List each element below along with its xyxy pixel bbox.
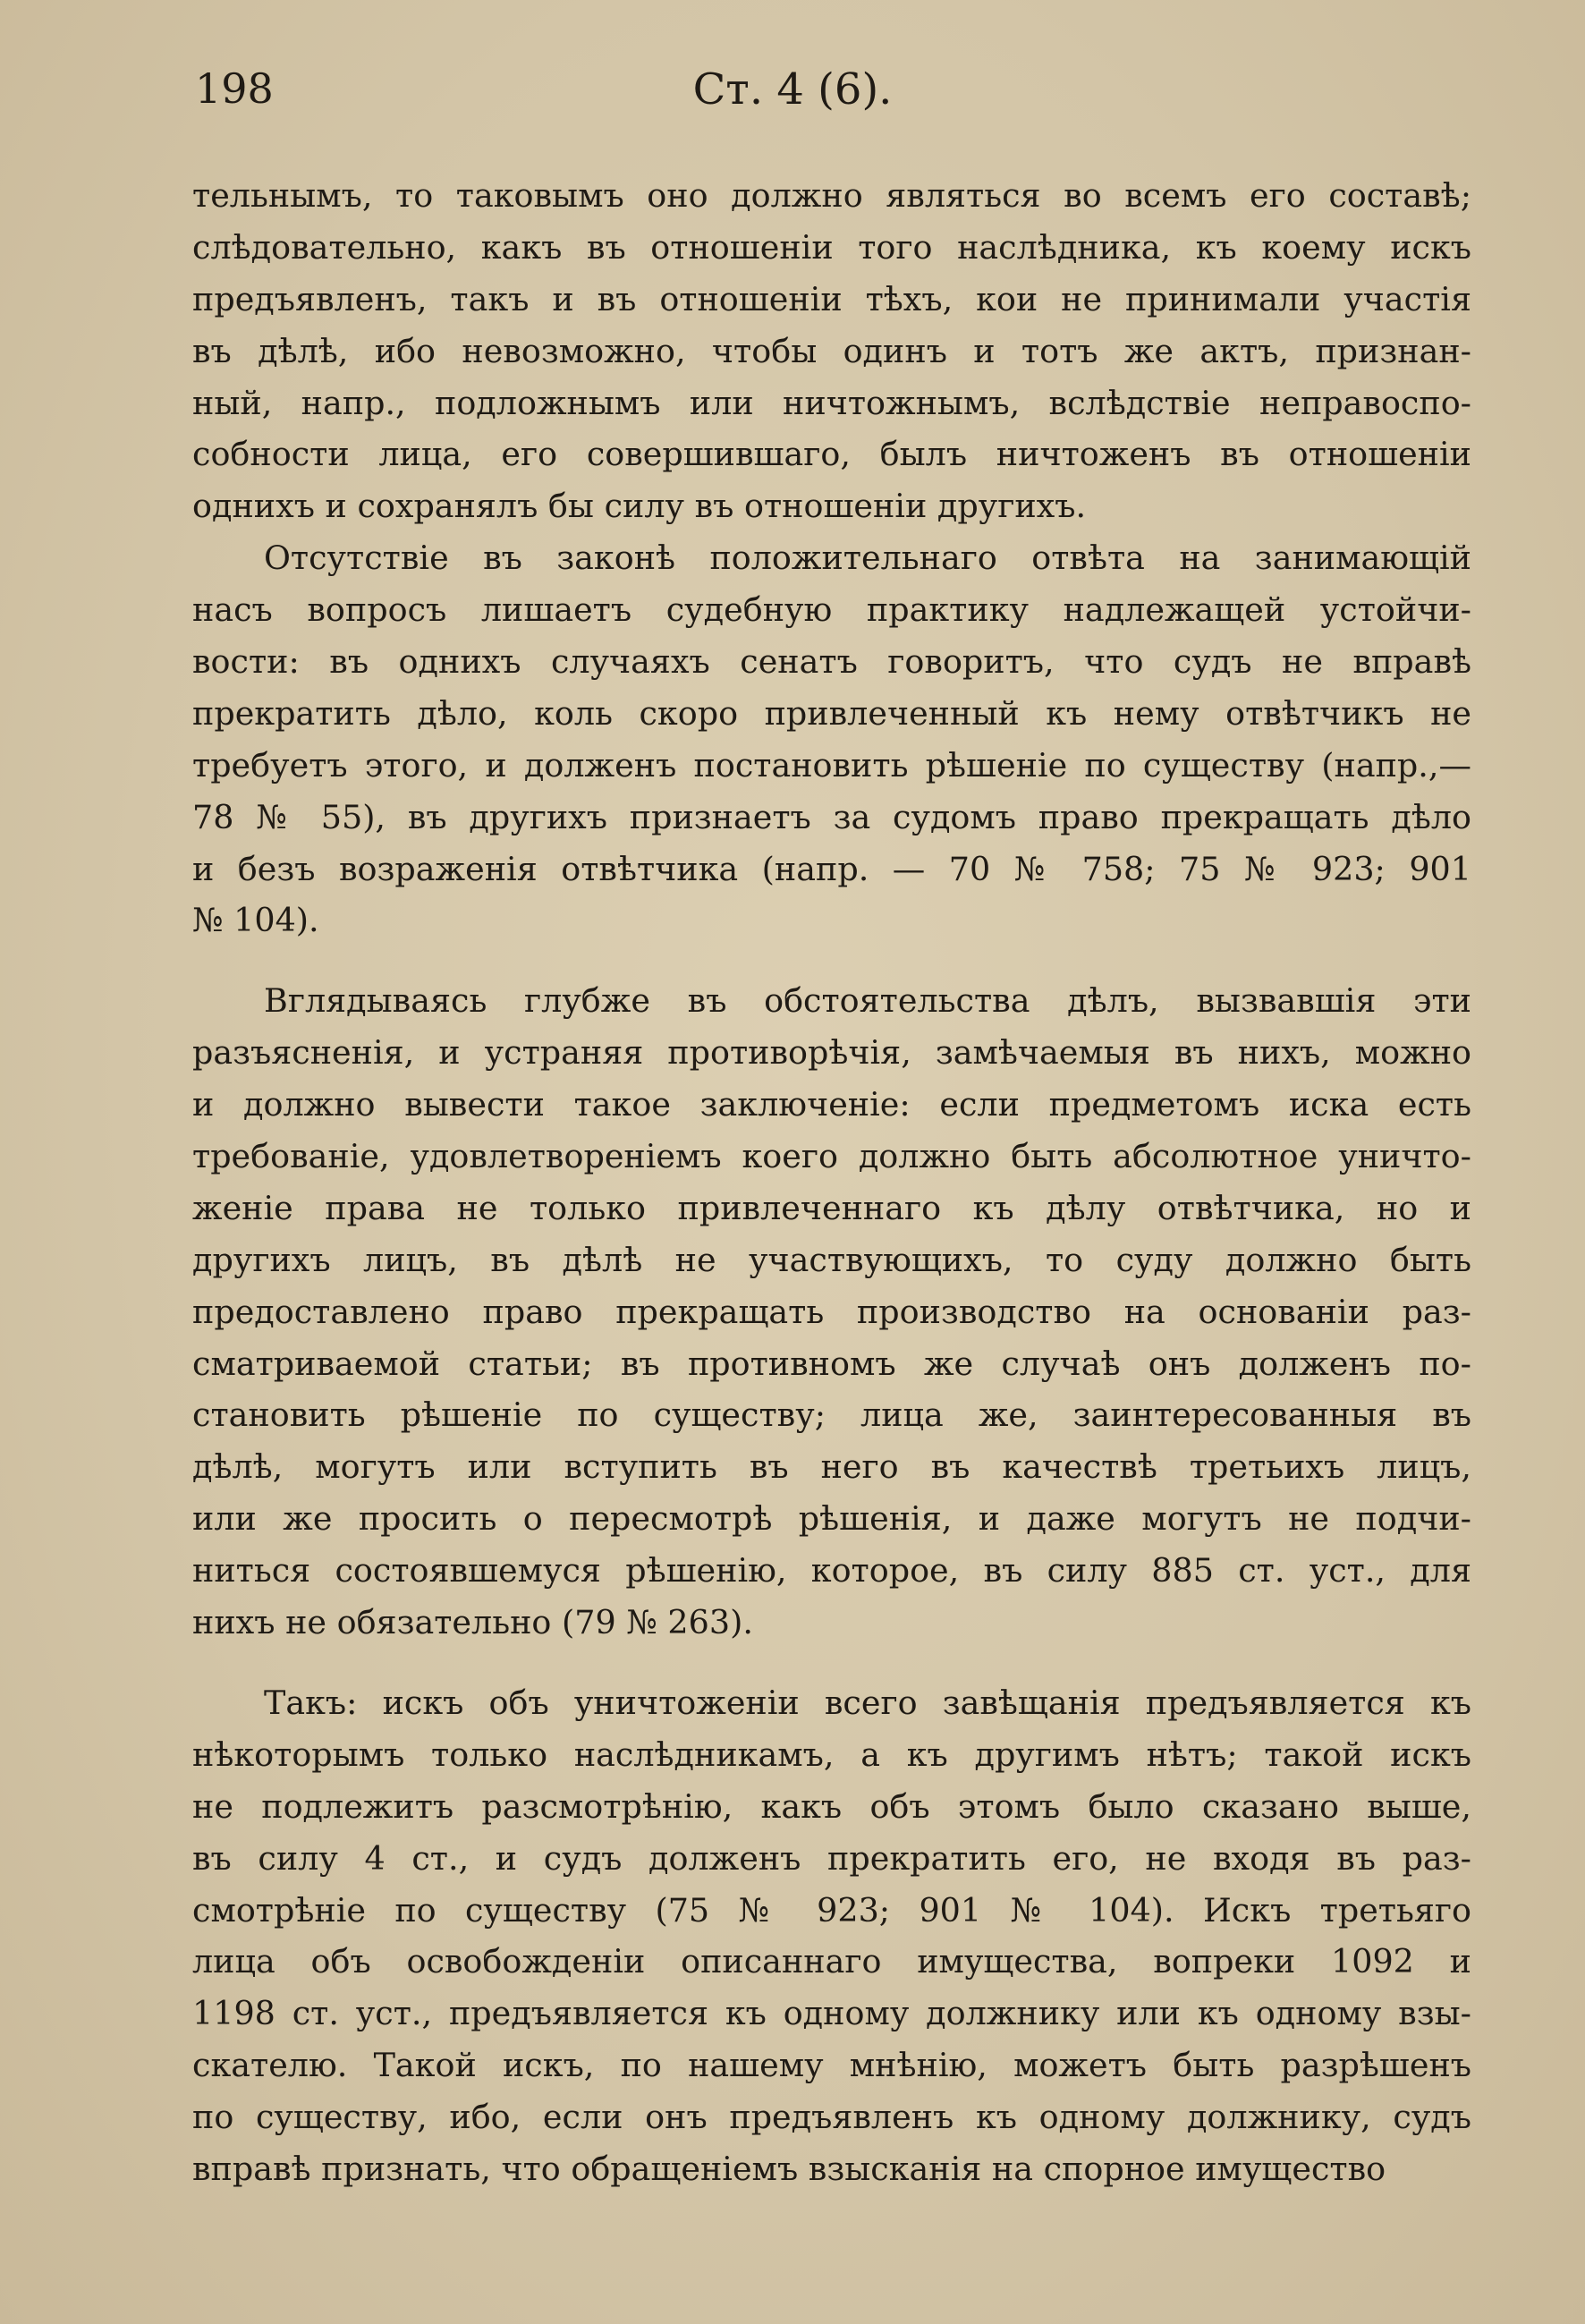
text-line: Такъ: искъ объ уничтоженіи всего завѣщанія предъявляется къ: [264, 1683, 1471, 1722]
text-line: Вглядываясь глубже въ обстоятельства дѣлъ, вызвавшія эти: [264, 981, 1471, 1021]
text-line: въ дѣлѣ, ибо невозможно, чтобы одинъ и тотъ же актъ, признан-: [192, 331, 1471, 370]
text-line: вости: въ однихъ случаяхъ сенатъ говоритъ, что судъ не вправѣ: [192, 642, 1471, 682]
paragraph: [192, 1677, 1471, 2195]
page-header: [0, 64, 1585, 127]
paragraph: [192, 532, 1471, 946]
text-line: или же просить о пересмотрѣ рѣшенія, и даже могутъ не подчи-: [192, 1499, 1471, 1539]
paragraph: [192, 975, 1471, 1649]
text-line: вправѣ признать, что обращеніемъ взысканія на спорное имущество: [192, 2149, 1386, 2188]
text-line: дѣлѣ, могутъ или вступить въ него въ качествѣ третьихъ лицъ,: [192, 1447, 1471, 1487]
text-line: 1198 ст. уст., предъявляется къ одному должнику или къ одному взы-: [192, 1994, 1471, 2033]
text-line: женіе права не только привлеченнаго къ дѣлу отвѣтчика, но и: [192, 1188, 1471, 1227]
text-line: прекратить дѣло, коль скоро привлеченный къ нему отвѣтчикъ не: [192, 693, 1471, 733]
paragraph-gap: [192, 1649, 1471, 1677]
running-title: Ст. 4 (6).: [692, 64, 893, 115]
paragraph: [192, 170, 1471, 532]
text-line: тельнымъ, то таковымъ оно должно являться во всемъ его составѣ;: [192, 176, 1471, 215]
text-line: нихъ не обязательно (79 № 263).: [192, 1603, 753, 1642]
text-line: Отсутствіе въ законѣ положительнаго отвѣта на занимающій: [264, 539, 1471, 578]
text-line: насъ вопросъ лишаетъ судебную практику надлежащей устойчи-: [192, 590, 1471, 630]
text-line: не подлежитъ разсмотрѣнію, какъ объ этомъ было сказано выше,: [192, 1786, 1471, 1826]
text-line: нѣкоторымъ только наслѣдникамъ, а къ другимъ нѣтъ; такой искъ: [192, 1735, 1471, 1774]
text-line: однихъ и сохранялъ бы силу въ отношеніи другихъ.: [192, 487, 1087, 526]
paragraph-gap: [192, 946, 1471, 975]
text-line: предъявленъ, такъ и въ отношеніи тѣхъ, кои не принимали участія: [192, 279, 1471, 318]
text-line: по существу, ибо, если онъ предъявленъ къ одному должнику, судъ: [192, 2098, 1471, 2137]
text-line: въ силу 4 ст., и судъ долженъ прекратить его, не входя въ раз-: [192, 1838, 1471, 1878]
text-line: 78 № 55), въ другихъ признаетъ за судомъ право прекращать дѣло: [192, 797, 1471, 836]
text-line: сматриваемой статьи; въ противномъ же случаѣ онъ долженъ по-: [192, 1344, 1471, 1383]
text-line: предоставлено право прекращать производство на основаніи раз-: [192, 1292, 1471, 1331]
page-number: 198: [195, 64, 274, 113]
text-line: № 104).: [192, 901, 319, 940]
text-line: требованіе, удовлетвореніемъ коего должно быть абсолютное уничто-: [192, 1137, 1471, 1176]
text-line: другихъ лицъ, въ дѣлѣ не участвующихъ, то суду должно быть: [192, 1240, 1471, 1279]
text-line: собности лица, его совершившаго, былъ ничтоженъ въ отношеніи: [192, 435, 1471, 474]
text-line: требуетъ этого, и долженъ постановить рѣшеніе по существу (напр.,—: [192, 745, 1471, 785]
text-line: становить рѣшеніе по существу; лица же, заинтересованныя въ: [192, 1395, 1471, 1435]
text-line: смотрѣніе по существу (75 № 923; 901 № 104). Искъ третьяго: [192, 1890, 1471, 1930]
text-line: и должно вывести такое заключеніе: если предметомъ иска есть: [192, 1085, 1471, 1124]
page-body-text: [192, 170, 1471, 2195]
text-line: ниться состоявшемуся рѣшенію, которое, въ силу 885 ст. уст., для: [192, 1551, 1471, 1590]
text-line: ный, напр., подложнымъ или ничтожнымъ, вслѣдствіе неправоспо-: [192, 383, 1471, 422]
text-line: лица объ освобожденіи описаннаго имущества, вопреки 1092 и: [192, 1942, 1471, 1981]
text-line: разъясненія, и устраняя противорѣчія, замѣчаемыя въ нихъ, можно: [192, 1033, 1471, 1073]
text-line: скателю. Такой искъ, по нашему мнѣнію, можетъ быть разрѣшенъ: [192, 2046, 1471, 2085]
text-line: слѣдовательно, какъ въ отношеніи того наслѣдника, къ коему искъ: [192, 227, 1471, 267]
text-line: и безъ возраженія отвѣтчика (напр. — 70 № 758; 75 № 923; 901: [192, 849, 1471, 888]
